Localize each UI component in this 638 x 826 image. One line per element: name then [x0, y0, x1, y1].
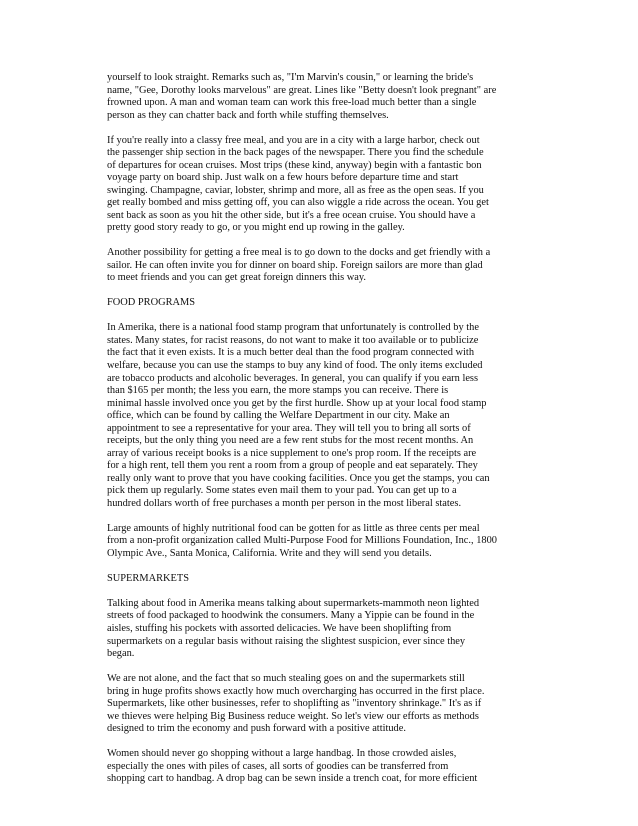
text-line: pick them up regularly. Some states even mail them to your pad. You can get up to a [107, 485, 457, 497]
text-line: are tobacco products and alcoholic beverages. In general, you can qualify if you earn less [107, 372, 479, 384]
text-line: appointment to see a representative for your area. They will tell you to bring all sorts of [107, 422, 471, 434]
text-line: name, "Gee, Dorothy looks marvelous" are great. Lines like "Betty doesn't look pregnant" are [107, 84, 497, 96]
paragraph-inventory-shrinkage [107, 673, 507, 736]
text-line: than $165 per month; the less you earn, the more stamps you can receive. There is [107, 385, 449, 397]
document-page [107, 72, 507, 798]
text-line: the fact that it even exists. It is a much better deal than the food program connected with [107, 347, 475, 359]
text-line: sent back as soon as you hit the other side, but it's a free ocean cruise. You should have a [107, 209, 476, 221]
paragraph-food-stamps [107, 322, 507, 510]
text-line: of departures for ocean cruises. Most trips (these kind, anyway) begin with a fantastic bon [107, 159, 482, 171]
text-line: swinging. Champagne, caviar, lobster, shrimp and more, all as free as the open seas. If you [107, 184, 484, 196]
text-line: Women should never go shopping without a large handbag. In those crowded aisles, [107, 748, 457, 760]
text-line: we thieves were helping Big Business reduce weight. So let's view our efforts as methods [107, 710, 479, 722]
text-line: voyage party on board ship. Just walk on a few hours before departure time and start [107, 172, 459, 184]
text-line: get really bombed and miss getting off, you can also wiggle a ride across the ocean. You get [107, 197, 489, 209]
text-line: Talking about food in Amerika means talking about supermarkets-mammoth neon lighted [107, 597, 480, 609]
paragraph-supermarkets-intro [107, 598, 507, 661]
text-line: minimal hassle involved once you get by the first hurdle. Show up at your local food stamp [107, 397, 487, 409]
text-line: frowned upon. A man and woman team can work this free-load much better than a single [107, 97, 477, 109]
paragraph-sailors [107, 247, 507, 285]
text-line: shopping cart to handbag. A drop bag can be sewn inside a trench coat, for more efficient [107, 773, 478, 785]
text-line: hundred dollars worth of free purchases a month per person in the most liberal states. [107, 497, 462, 509]
text-line: Supermarkets, like other businesses, refer to shoplifting as "inventory shrinkage." It's as if [107, 698, 482, 710]
text-line: pretty good story ready to go, or you might end up rowing in the galley. [107, 222, 405, 234]
heading-supermarkets: SUPERMARKETS [107, 572, 189, 584]
paragraph-social-freeload [107, 72, 507, 122]
heading-food-programs: FOOD PROGRAMS [107, 297, 196, 309]
text-line: We are not alone, and the fact that so much stealing goes on and the supermarkets still [107, 673, 465, 684]
text-line: Olympic Ave., Santa Monica, California. Write and they will send you details. [107, 548, 432, 559]
text-line: states. Many states, for racist reasons, do not want to make it too available or to publicize [107, 334, 479, 346]
text-line: Large amounts of highly nutritional food can be gotten for as little as three cents per meal [107, 522, 480, 534]
text-line: supermarkets on a regular basis without raising the slightest suspicion, ever since they [107, 635, 466, 647]
paragraph-multi-purpose-food [107, 523, 507, 561]
text-line: really only want to prove that you have cooking facilities. Once you get the stamps, you can [107, 472, 490, 484]
text-line: array of various receipt books is a nice supplement to one's prop room. If the receipts are [107, 447, 477, 459]
text-line: yourself to look straight. Remarks such as, "I'm Marvin's cousin," or learning the bride's [107, 72, 474, 83]
text-line: the passenger ship section in the back pages of the newspaper. There you find the schedule [107, 147, 484, 159]
text-line: office, which can be found by calling the Welfare Department in our city. Make an [107, 410, 450, 422]
text-line: especially the ones with piles of cases, all sorts of goodies can be transferred from [107, 760, 449, 772]
text-line: welfare, because you can use the stamps to buy any kind of food. The only items excluded [107, 359, 483, 371]
text-line: person as they can chatter back and forth while stuffing themselves. [107, 109, 389, 121]
text-line: from a non-profit organization called Multi-Purpose Food for Millions Foundation, Inc., 1800 [107, 535, 497, 547]
text-line: began. [107, 648, 135, 660]
text-line: bring in huge profits shows exactly how much overcharging has occurred in the first place. [107, 685, 485, 697]
text-line: Another possibility for getting a free meal is to go down to the docks and get friendly with a [107, 247, 491, 259]
text-line: designed to trim the economy and push forward with a positive attitude. [107, 723, 406, 735]
text-line: sailor. He can often invite you for dinner on board ship. Foreign sailors are more than glad [107, 259, 483, 271]
text-line: streets of food packaged to hoodwink the consumers. Many a Yippie can be found in the [107, 610, 475, 622]
text-line: If you're really into a classy free meal, and you are in a city with a large harbor, check out [107, 134, 480, 146]
paragraph-handbag [107, 748, 507, 786]
text-line: for a high rent, tell them you rent a room from a group of people and eat separately. They [107, 460, 478, 472]
text-line: to meet friends and you can get great foreign dinners this way. [107, 272, 367, 284]
text-line: aisles, stuffing his pockets with assorted delicacies. We have been shoplifting from [107, 622, 452, 634]
paragraph-ocean-cruise [107, 135, 507, 235]
text-line: In Amerika, there is a national food stamp program that unfortunately is controlled by the [107, 322, 479, 334]
text-line: receipts, but the only thing you need are a few rent stubs for the most recent months. An [107, 435, 474, 447]
